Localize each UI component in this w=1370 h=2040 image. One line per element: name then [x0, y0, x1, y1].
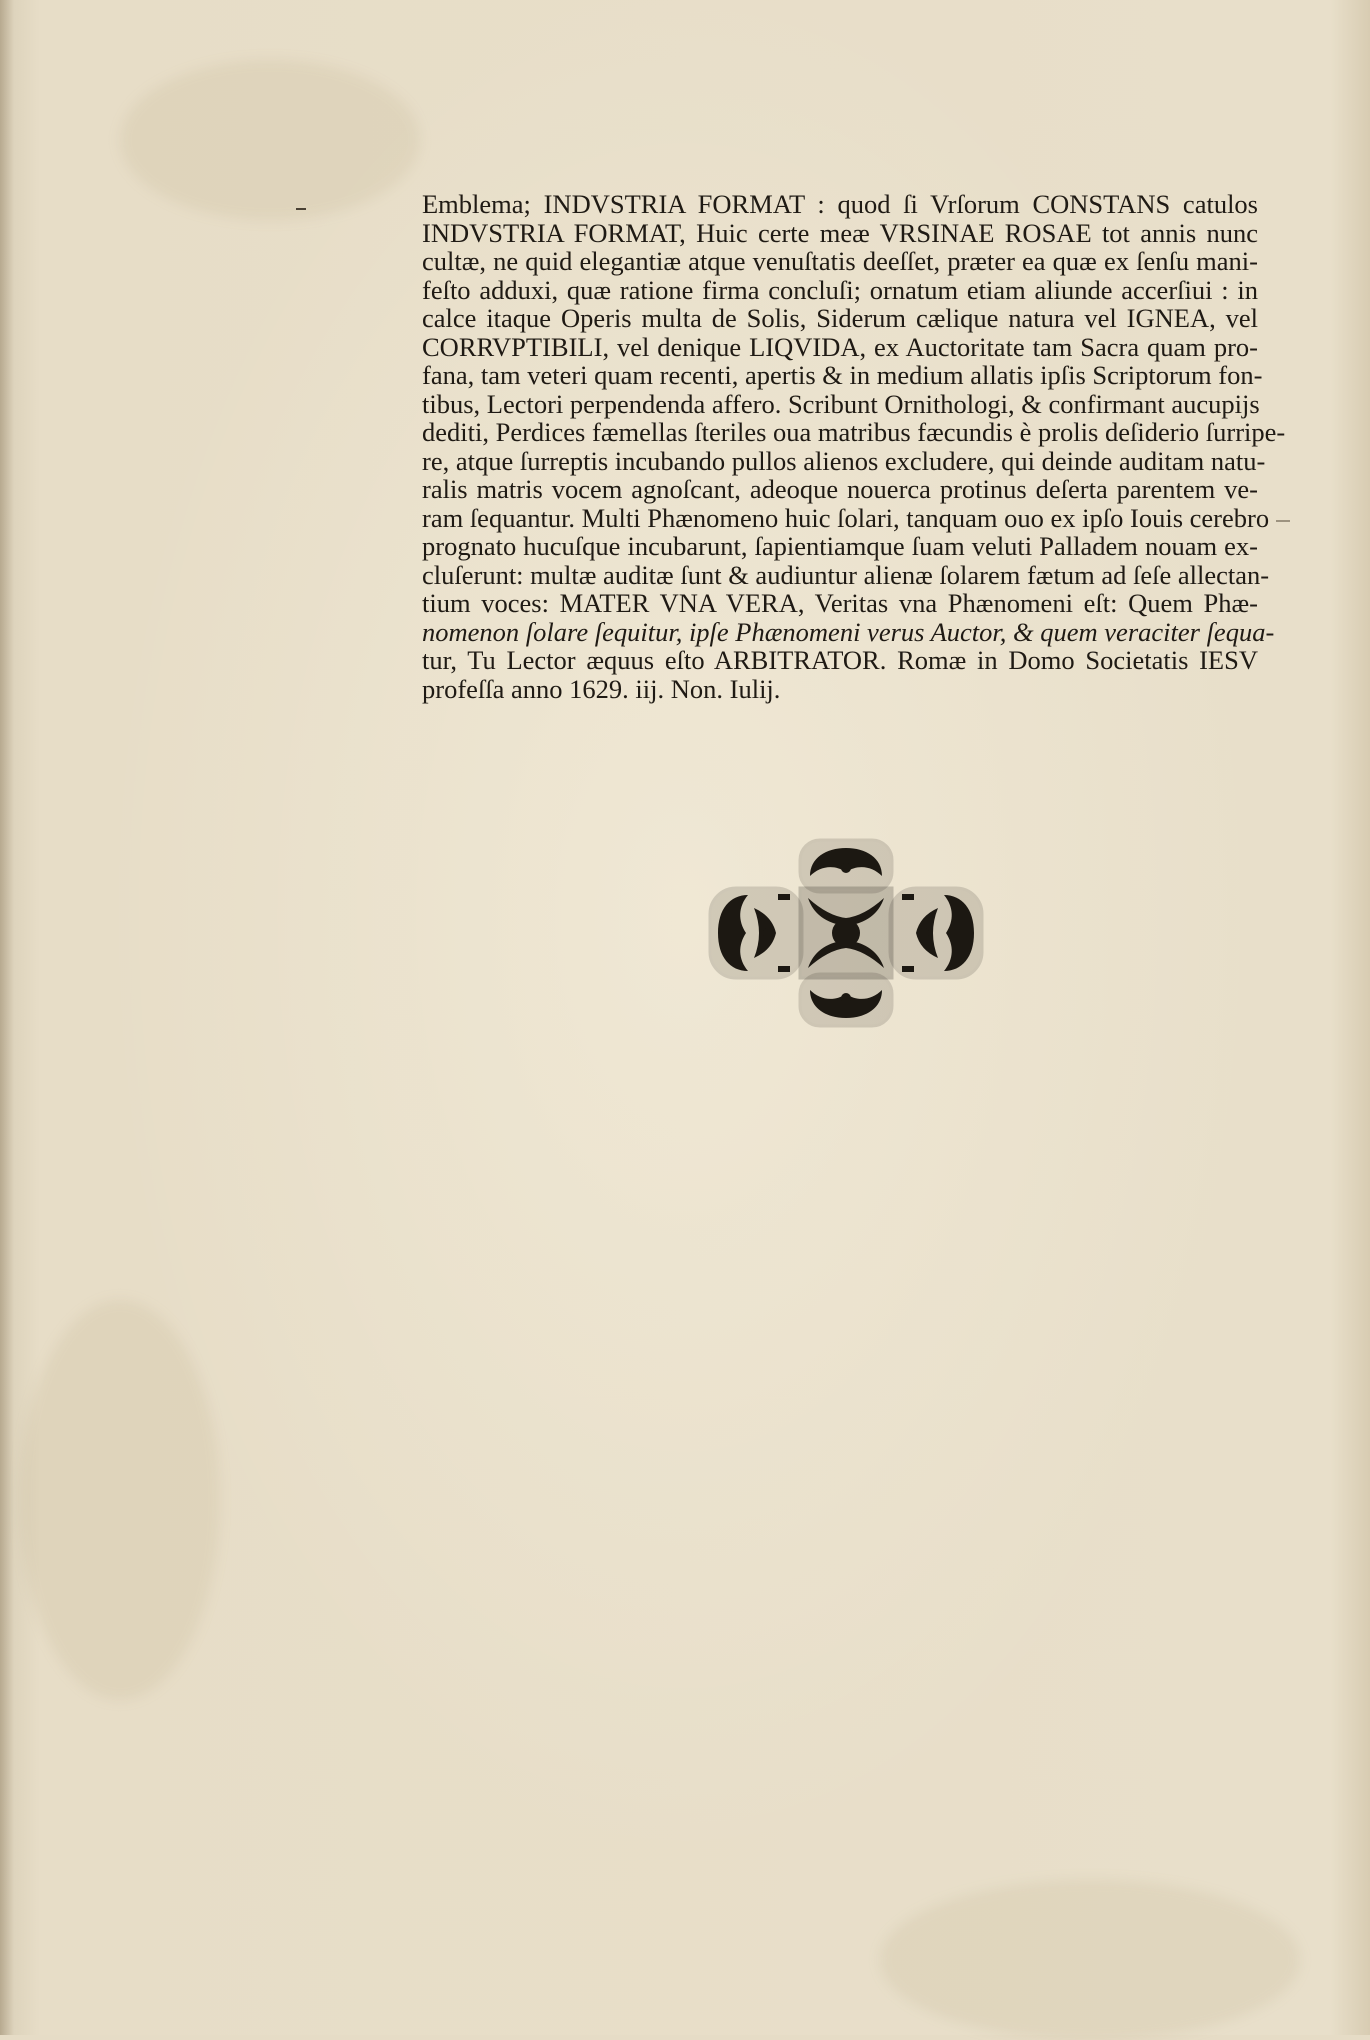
- paper-stain: [20, 1300, 220, 1700]
- text-line: cultæ, ne quid elegantiæ atque venuſtatis deeſſet, præter ea quæ ex ſenſu mani-: [422, 246, 1258, 276]
- text-line: dediti, Perdices fæmellas ſteriles oua matribus fæcundis è prolis deſiderio ſurripe-: [422, 417, 1286, 447]
- body-text: [422, 189, 1286, 704]
- binding-shadow: [0, 0, 14, 2035]
- text-line: ralis matris vocem agnoſcant, adeoque nouerca protinus deſerta parentem ve-: [422, 474, 1258, 504]
- margin-mark: [296, 208, 306, 210]
- text-line: profeſſa anno 1629. iij. Non. Iulij.: [422, 673, 781, 704]
- text-line: feſto adduxi, quæ ratione firma concluſi; ornatum etiam aliunde accerſiui : in: [422, 274, 1258, 305]
- text-line: prognato hucuſque incubarunt, ſapientiamque ſuam veluti Palladem nouam ex-: [422, 531, 1258, 561]
- text-line: ram ſequantur. Multi Phænomeno huic ſolari, tanquam ouo ex ipſo Iouis cerebro: [422, 502, 1270, 533]
- paper-stain: [880, 1880, 1300, 2040]
- text-line: tium voces: MATER VNA VERA, Veritas vna Phænomeni eſt: Quem Phæ-: [422, 588, 1258, 618]
- margin-mark: [1276, 520, 1290, 522]
- text-line: nomenon ſolare ſequitur, ipſe Phænomeni verus Auctor, & quem veraciter ſequa-: [422, 616, 1275, 647]
- text-line: re, atque ſurreptis incubando pullos alienos excludere, qui deinde auditam natu-: [422, 445, 1266, 476]
- text-line: Emblema; INDVSTRIA FORMAT : quod ſi Vrſorum CONSTANS catulos: [422, 189, 1258, 219]
- text-line: tur, Tu Lector æquus eſto ARBITRATOR. Romæ in Domo Societatis IESV: [422, 645, 1258, 675]
- text-line: fana, tam veteri quam recenti, apertis & in medium allatis ipſis Scriptorum fon-: [422, 360, 1263, 390]
- text-line: INDVSTRIA FORMAT, Huic certe meæ VRSINAE ROSAE tot annis nunc: [422, 217, 1258, 248]
- text-line: calce itaque Operis multa de Solis, Siderum cælique natura vel IGNEA, vel: [422, 303, 1258, 333]
- printers-ornament: [708, 838, 984, 1028]
- text-line: tibus, Lectori perpendenda affero. Scribunt Ornithologi, & confirmant aucupijs: [422, 388, 1260, 419]
- text-line: CORRVPTIBILI, vel denique LIQVIDA, ex Auctoritate tam Sacra quam pro-: [422, 331, 1258, 362]
- text-line: cluſerunt: multæ auditæ ſunt & audiuntur alienæ ſolarem fætum ad ſeſe allectan-: [422, 559, 1270, 590]
- paper-stain: [120, 60, 420, 220]
